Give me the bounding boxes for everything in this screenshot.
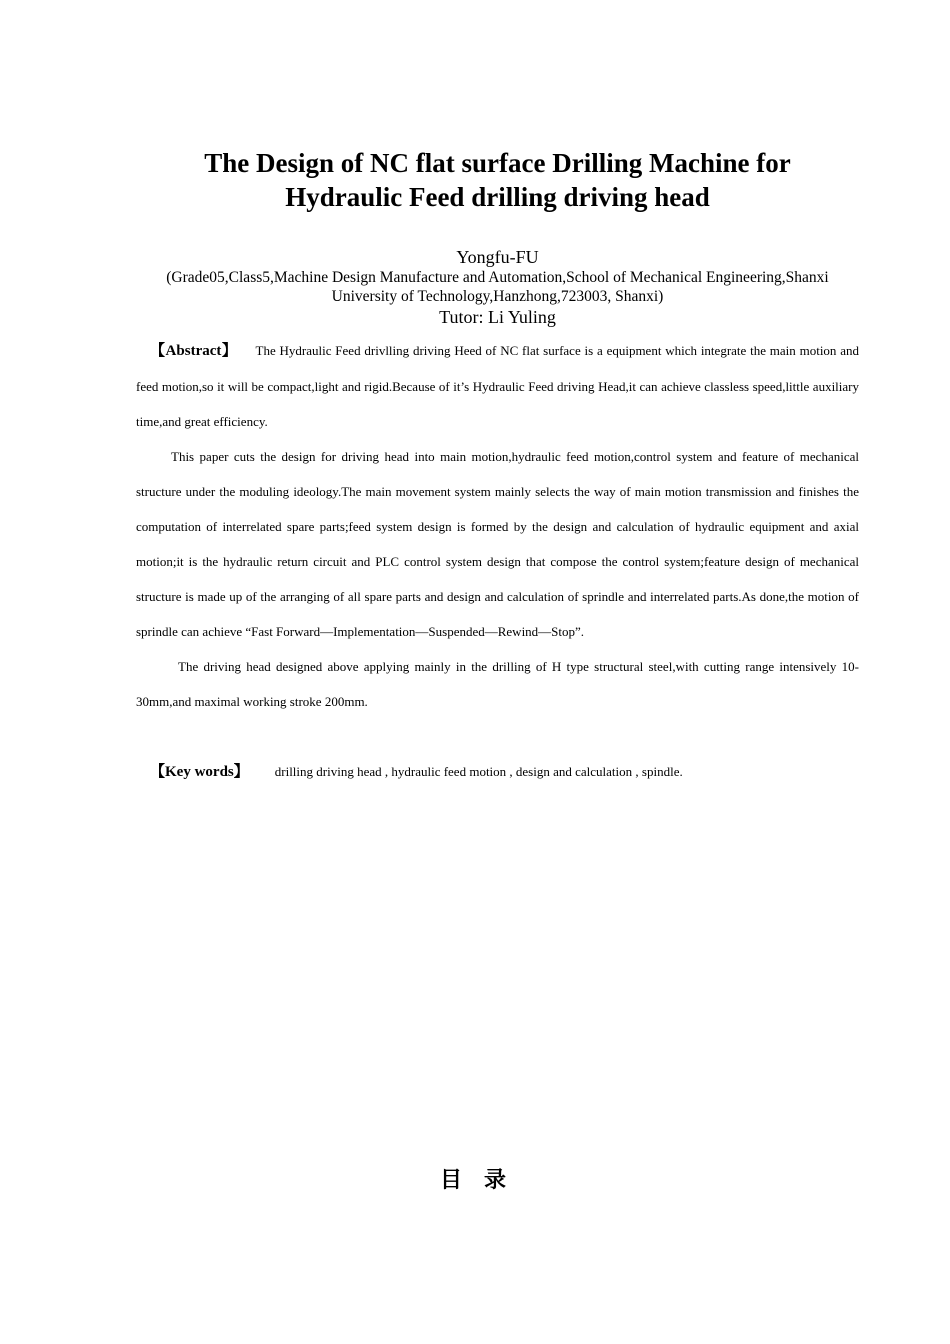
keywords-label: 【Key words】 bbox=[150, 764, 249, 780]
paper-title bbox=[100, 146, 895, 214]
paper-title-line-1: The Design of NC flat surface Drilling Machine for bbox=[204, 148, 791, 178]
abstract-paragraph-3: The driving head designed above applying mainly in the drilling of H type structural steel,with cutting range intensively 10-30mm,and maximal working stroke 200mm. bbox=[136, 659, 859, 709]
abstract-section bbox=[136, 333, 859, 719]
paper-title-line-2: Hydraulic Feed drilling driving head bbox=[285, 182, 710, 212]
affiliation-line-1: (Grade05,Class5,Machine Design Manufacture and Automation,School of Mechanical Engineering,Shanxi bbox=[166, 269, 829, 286]
abstract-paragraph-2: This paper cuts the design for driving head into main motion,hydraulic feed motion,control system and feature of mechanical structure under the moduling ideology.The main movement system mainly selects the way of main motion transmission and finishes the computation of interrelated spare parts;feed system design is formed by the design and calculation of hydraulic equipment and axial motion;it is the hydraulic return circuit and PLC control system design that compose the control system;feature design of mechanical structure is made up of the arranging of all spare parts and design and calculation of sprindle and interrelated parts.As done,the motion of sprindle can achieve “Fast Forward—Implementation—Suspended—Rewind—Stop”. bbox=[136, 449, 859, 639]
table-of-contents-heading: 目 录 bbox=[440, 1168, 507, 1193]
abstract-label: 【Abstract】 bbox=[150, 343, 238, 359]
author-name: Yongfu-FU bbox=[456, 247, 539, 267]
abstract-paragraph-1 bbox=[136, 333, 859, 439]
tutor-name: Tutor: Li Yuling bbox=[439, 307, 556, 327]
abstract-paragraph-1-text: The Hydraulic Feed drivlling driving Heed of NC flat surface is a equipment which integrate the main motion and feed motion,so it will be compact,light and rigid.Because of it’s Hydraulic Feed driving Head,it can achieve classless speed,little auxiliary time,and great efficiency. bbox=[136, 343, 860, 429]
affiliation-line-2: University of Technology,Hanzhong,723003, Shanxi) bbox=[331, 288, 664, 305]
keywords-section bbox=[136, 754, 859, 790]
author-affiliation bbox=[130, 268, 865, 306]
keywords-text: drilling driving head , hydraulic feed motion , design and calculation , spindle. bbox=[274, 764, 683, 779]
